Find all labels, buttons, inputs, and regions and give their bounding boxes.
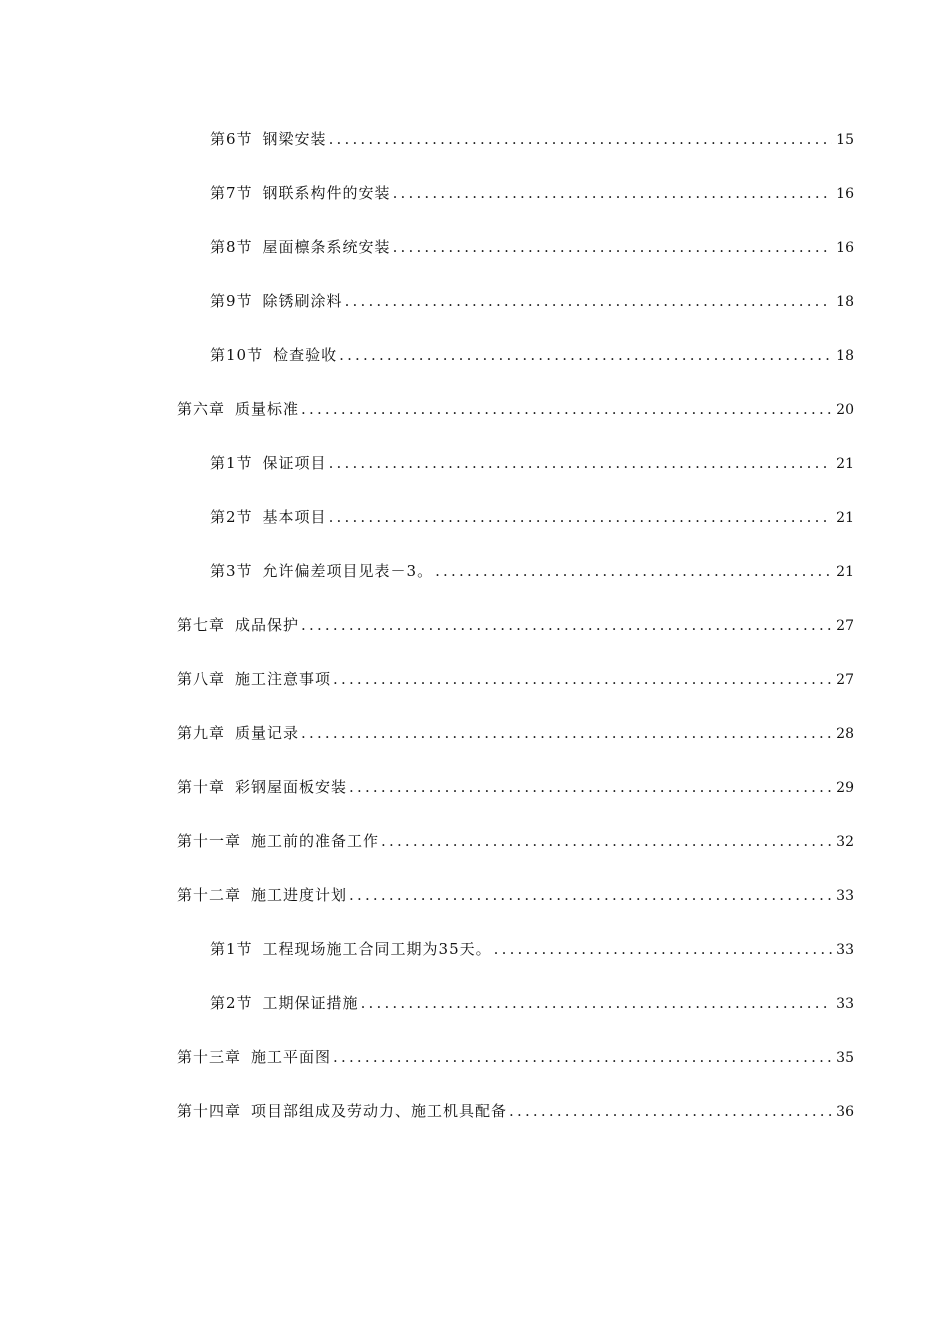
toc-entry[interactable] bbox=[177, 613, 854, 637]
dot-leader bbox=[329, 451, 833, 475]
toc-entry-page: 33 bbox=[836, 888, 854, 904]
toc-entry-title: 钢梁安装 bbox=[262, 130, 327, 148]
toc-entry[interactable] bbox=[210, 343, 854, 367]
dot-leader bbox=[361, 991, 833, 1015]
toc-entry-page: 27 bbox=[836, 672, 854, 688]
toc-entry-page: 35 bbox=[836, 1050, 854, 1066]
toc-entry-page: 21 bbox=[836, 510, 854, 526]
dot-leader bbox=[333, 1045, 832, 1069]
toc-entry-page: 27 bbox=[836, 618, 854, 634]
toc-entry-page: 18 bbox=[836, 294, 854, 310]
toc-entry-title: 施工前的准备工作 bbox=[251, 832, 380, 850]
toc-entry[interactable] bbox=[210, 937, 854, 961]
toc-entry-title: 施工平面图 bbox=[251, 1048, 332, 1066]
toc-entry-number: 第十章 bbox=[177, 778, 226, 796]
toc-entry-title: 彩钢屋面板安装 bbox=[235, 778, 348, 796]
toc-entry-page: 33 bbox=[836, 996, 854, 1012]
toc-entry-number: 第十三章 bbox=[177, 1048, 242, 1066]
toc-entry-number: 第9节 bbox=[210, 292, 253, 310]
toc-entry-title: 施工注意事项 bbox=[235, 670, 332, 688]
toc-entry[interactable] bbox=[177, 1045, 854, 1069]
toc-entry-number: 第九章 bbox=[177, 724, 226, 742]
toc-entry-page: 28 bbox=[836, 726, 854, 742]
toc-entry-number: 第2节 bbox=[210, 508, 253, 526]
toc-entry[interactable] bbox=[210, 127, 854, 151]
toc-entry[interactable] bbox=[210, 235, 854, 259]
toc-entry[interactable] bbox=[210, 991, 854, 1015]
dot-leader bbox=[329, 127, 833, 151]
toc-entry-number: 第1节 bbox=[210, 454, 253, 472]
toc-entry[interactable] bbox=[210, 181, 854, 205]
toc-entry[interactable] bbox=[177, 829, 854, 853]
toc-entry-title: 质量记录 bbox=[235, 724, 300, 742]
toc-entry-number: 第六章 bbox=[177, 400, 226, 418]
toc-entry-title: 项目部组成及劳动力、施工机具配备 bbox=[251, 1102, 508, 1120]
toc-entry[interactable] bbox=[177, 721, 854, 745]
toc-entry-number: 第10节 bbox=[210, 346, 264, 364]
toc-entry-title: 检查验收 bbox=[273, 346, 338, 364]
toc-entry-number: 第6节 bbox=[210, 130, 253, 148]
toc-entry-title: 基本项目 bbox=[262, 508, 327, 526]
toc-entry-title: 施工进度计划 bbox=[251, 886, 348, 904]
toc-entry-title: 除锈刷涂料 bbox=[262, 292, 343, 310]
toc-entry-page: 21 bbox=[836, 456, 854, 472]
dot-leader bbox=[381, 829, 832, 853]
toc-entry[interactable] bbox=[177, 883, 854, 907]
dot-leader bbox=[345, 289, 833, 313]
dot-leader bbox=[509, 1099, 832, 1123]
toc-entry-page: 15 bbox=[836, 132, 854, 148]
toc-entry-number: 第8节 bbox=[210, 238, 253, 256]
toc-entry[interactable] bbox=[210, 559, 854, 583]
dot-leader bbox=[393, 235, 833, 259]
toc-entry-title: 质量标准 bbox=[235, 400, 300, 418]
dot-leader bbox=[494, 937, 833, 961]
toc-entry-page: 36 bbox=[836, 1104, 854, 1120]
toc-entry[interactable] bbox=[177, 667, 854, 691]
toc-entry-number: 第1节 bbox=[210, 940, 253, 958]
toc-entry-title: 保证项目 bbox=[262, 454, 327, 472]
dot-leader bbox=[349, 883, 832, 907]
toc-entry-number: 第七章 bbox=[177, 616, 226, 634]
toc-entry-number: 第十二章 bbox=[177, 886, 242, 904]
dot-leader bbox=[301, 397, 832, 421]
dot-leader bbox=[393, 181, 833, 205]
toc-entry-number: 第八章 bbox=[177, 670, 226, 688]
dot-leader bbox=[435, 559, 832, 583]
toc-entry-title: 成品保护 bbox=[235, 616, 300, 634]
dot-leader bbox=[333, 667, 832, 691]
toc-entry-title: 工程现场施工合同工期为35天。 bbox=[262, 940, 492, 958]
toc-entry-number: 第3节 bbox=[210, 562, 253, 580]
dot-leader bbox=[329, 505, 833, 529]
dot-leader bbox=[301, 613, 832, 637]
dot-leader bbox=[349, 775, 832, 799]
toc-entry-title: 工期保证措施 bbox=[262, 994, 359, 1012]
toc-entry-title: 钢联系构件的安装 bbox=[262, 184, 391, 202]
toc-entry[interactable] bbox=[210, 451, 854, 475]
toc-entry[interactable] bbox=[210, 505, 854, 529]
toc-entry-number: 第十一章 bbox=[177, 832, 242, 850]
toc-entry-page: 21 bbox=[836, 564, 854, 580]
toc-entry-page: 33 bbox=[836, 942, 854, 958]
toc-entry[interactable] bbox=[177, 1099, 854, 1123]
toc-entry-page: 20 bbox=[836, 402, 854, 418]
toc-entry-page: 29 bbox=[836, 780, 854, 796]
toc-entry-page: 16 bbox=[836, 240, 854, 256]
toc-entry-title: 允许偏差项目见表－3。 bbox=[262, 562, 434, 580]
dot-leader bbox=[301, 721, 832, 745]
toc-entry-title: 屋面檩条系统安装 bbox=[262, 238, 391, 256]
toc-entry-page: 16 bbox=[836, 186, 854, 202]
toc-entry[interactable] bbox=[177, 397, 854, 421]
toc-entry-number: 第2节 bbox=[210, 994, 253, 1012]
toc-entry-number: 第7节 bbox=[210, 184, 253, 202]
toc-entry-page: 32 bbox=[836, 834, 854, 850]
dot-leader bbox=[339, 343, 832, 367]
toc-entry[interactable] bbox=[177, 775, 854, 799]
toc-entry-page: 18 bbox=[836, 348, 854, 364]
toc-entry-number: 第十四章 bbox=[177, 1102, 242, 1120]
toc-entry[interactable] bbox=[210, 289, 854, 313]
